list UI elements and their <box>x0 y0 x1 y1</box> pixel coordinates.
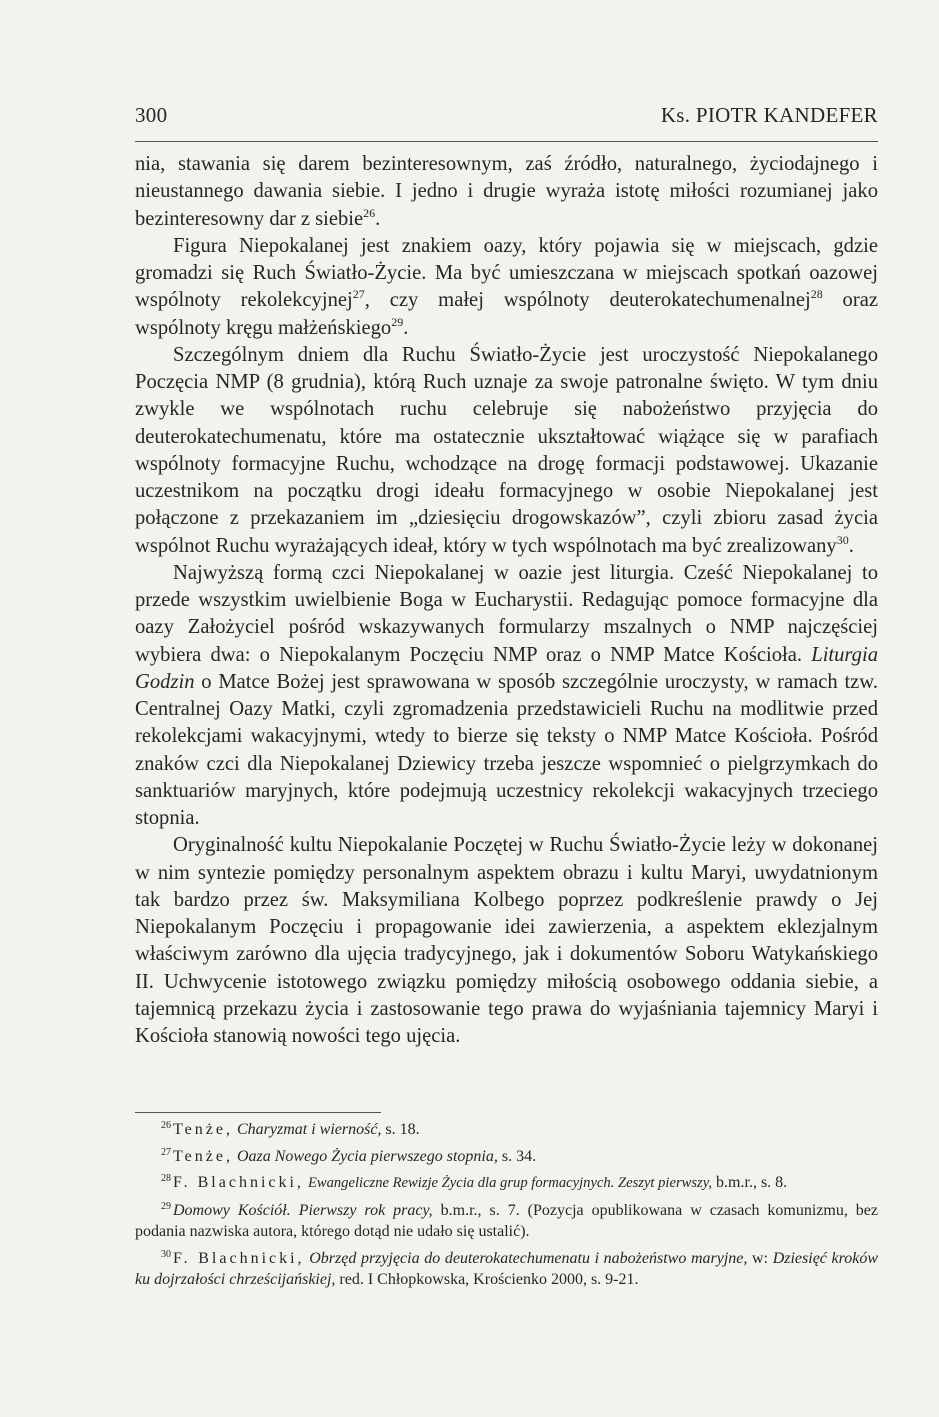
paragraph-5 <box>135 832 878 1050</box>
footnote-title: Oaza Nowego Życia pierwszego stopnia, <box>236 1147 498 1165</box>
running-author: Ks. PIOTR KANDEFER <box>660 103 878 127</box>
footnote-title: Obrzęd przyjęcia do deuterokatechumenatu i nabożeństwo maryjne, <box>309 1249 748 1267</box>
footnote-author: F. Blachnicki, <box>173 1174 304 1191</box>
footnote-rest: red. I Chłopkowska, Krościenko 2000, s. 9-21. <box>335 1271 639 1288</box>
paragraph-1-text: nia, stawania się darem bezinteresownym, zaś źródło, naturalnego, życiodajnego i nieustannego dawania siebie. I jedno i drugie wyraża istotę miłości rozumianej jako bezinteresowny dar z siebie <box>135 153 878 230</box>
paragraph-2 <box>135 233 878 342</box>
paragraph-4-text-1: Najwyższą formą czci Niepokalanej w oazie jest liturgia. Cześć Niepokalanej to przede wszystkim uwielbienie Boga w Eucharystii. Redagując pomoce formacyjne dla oazy Założyciel pośród wskazywanych formularzy mszalnych o NMP najczęściej wybiera dwa: o Niepokalanym Poczęciu NMP oraz o NMP Matce Kościoła. <box>135 561 878 666</box>
footnote-title: Ewangeliczne Rewizje Życia dla grup formacyjnych. Zeszyt pierwszy, <box>307 1175 713 1191</box>
footnote-rule <box>135 1112 381 1113</box>
paragraph-1 <box>135 151 878 233</box>
paragraph-3-end: . <box>848 534 854 557</box>
paragraph-2-end: . <box>403 316 409 339</box>
body-text <box>135 151 878 1050</box>
footnote-ref-29: 29 <box>391 314 404 329</box>
paragraph-2-text-1: Figura Niepokalanej jest znakiem oazy, który pojawia się w miejscach, gdzie gromadzi się Ruch Światło-Życie. Ma być umieszczana w miejscach spotkań oazowej wspólnoty rekolekcyjnej <box>135 234 878 312</box>
running-header <box>135 103 878 128</box>
footnote-title: Charyzmat i wierność, <box>236 1121 382 1138</box>
footnote-author: F. Blachnicki, <box>173 1249 305 1267</box>
footnote-title: Domowy Kościół. Pierwszy rok pracy, <box>173 1201 433 1219</box>
footnote-author: Tenże, <box>173 1147 233 1165</box>
paragraph-3 <box>135 342 878 560</box>
footnote-ref-26: 26 <box>363 205 376 220</box>
footnote-ref-27: 27 <box>352 287 365 302</box>
footnote-number: 30 <box>161 1248 171 1260</box>
footnotes <box>135 1119 878 1296</box>
paragraph-2-text-3: oraz wspólnoty kręgu małżeńskiego <box>135 289 878 339</box>
footnote-mid: w: <box>747 1249 773 1267</box>
paragraph-4 <box>135 560 878 833</box>
footnote-rest: b.m.r., s. 7. (Pozycja opublikowana w czasach komunizmu, bez podania nazwiska autora, którego dotąd nie udało się ustalić). <box>135 1201 879 1240</box>
footnote-29 <box>135 1200 878 1243</box>
footnote-number: 28 <box>161 1173 171 1184</box>
footnote-rest: s. 34. <box>497 1147 537 1165</box>
paragraph-2-text-2: , czy małej wspólnoty deuterokatechumenalnej <box>364 289 811 312</box>
page-number: 300 <box>135 103 168 127</box>
paragraph-1-end: . <box>375 207 381 230</box>
paragraph-4-text-2: o Matce Bożej jest sprawowana w sposób szczególnie uroczysty, w ramach tzw. Centralnej Oazy Matki, czyli zgromadzenia przedstawicieli Ruchu na modlitwie przed rekolekcjami wakacyjnymi, wtedy to bierze się teksty o NMP Matce Kościoła. Pośród znaków czci dla Niepokalanej Dziewicy trzeba jeszcze wspomnieć o pielgrzymkach do sanktuariów maryjnych, które podejmują uczestnicy rekolekcji wakacyjnych trzeciego stopnia. <box>135 670 878 829</box>
paragraph-5-text: Oryginalność kultu Niepokalanie Poczętej w Ruchu Światło-Życie leży w dokonanej w nim syntezie pomiędzy personalnym aspektem obrazu i kultu Maryi, uwydatnionym tak bardzo przez św. Maksymiliana Kolbego poprzez podkreślenie prawdy o Jej Niepokalanym Poczęciu i propagowanie idei zawierzenia, a aspektem eklezjalnym właściwym zarówno dla ujęcia tradycyjnego, jak i dokumentów Soboru Watykańskiego II. Uchwycenie istotowego związku pomiędzy miłością osobowego oddania siebie, a tajemnicą przekazu życia i zastosowanie tego prawa do wyjaśniania tajemnicy Maryi i Kościoła stanowią nowości tego ujęcia. <box>135 834 878 1047</box>
footnote-number: 26 <box>161 1120 171 1131</box>
footnote-author: Tenże, <box>173 1121 233 1138</box>
footnote-number: 29 <box>161 1200 171 1212</box>
footnote-28 <box>135 1172 878 1195</box>
footnote-number: 27 <box>161 1146 171 1158</box>
footnote-30 <box>135 1248 878 1291</box>
footnote-ref-28: 28 <box>810 287 823 302</box>
footnote-rest: s. 18. <box>381 1121 420 1138</box>
footnote-ref-30: 30 <box>836 532 849 547</box>
footnote-26 <box>135 1119 878 1141</box>
footnote-27 <box>135 1146 878 1168</box>
paragraph-4-italic: Liturgia Godzin <box>135 643 878 693</box>
header-rule <box>135 141 878 142</box>
footnote-title-2: Dziesięć kroków ku dojrzałości chrześcijańskiej, <box>135 1249 879 1288</box>
footnote-rest: b.m.r., s. 8. <box>712 1174 788 1191</box>
paragraph-3-text: Szczególnym dniem dla Ruchu Światło-Życie jest uroczystość Niepokalanego Poczęcia NMP (8 grudnia), którą Ruch uznaje za swoje patronalne święto. W tym dniu zwykle we wspólnotach ruchu celebruje się nabożeństwo przyjęcia do deuterokatechumenatu, które ma ostatecznie ukształtować wiążące się w parafiach wspólnoty formacyjne Ruchu, wchodzące na drogę formacji podstawowej. Ukazanie uczestnikom na początku drogi ideału formacyjnego w osobie Niepokalanej jest połączone z przekazaniem im „dziesięciu drogowskazów”, czyli zbioru zasad życia wspólnot Ruchu wyrażających ideał, który w tych wspólnotach ma być zrealizowany <box>135 343 878 557</box>
